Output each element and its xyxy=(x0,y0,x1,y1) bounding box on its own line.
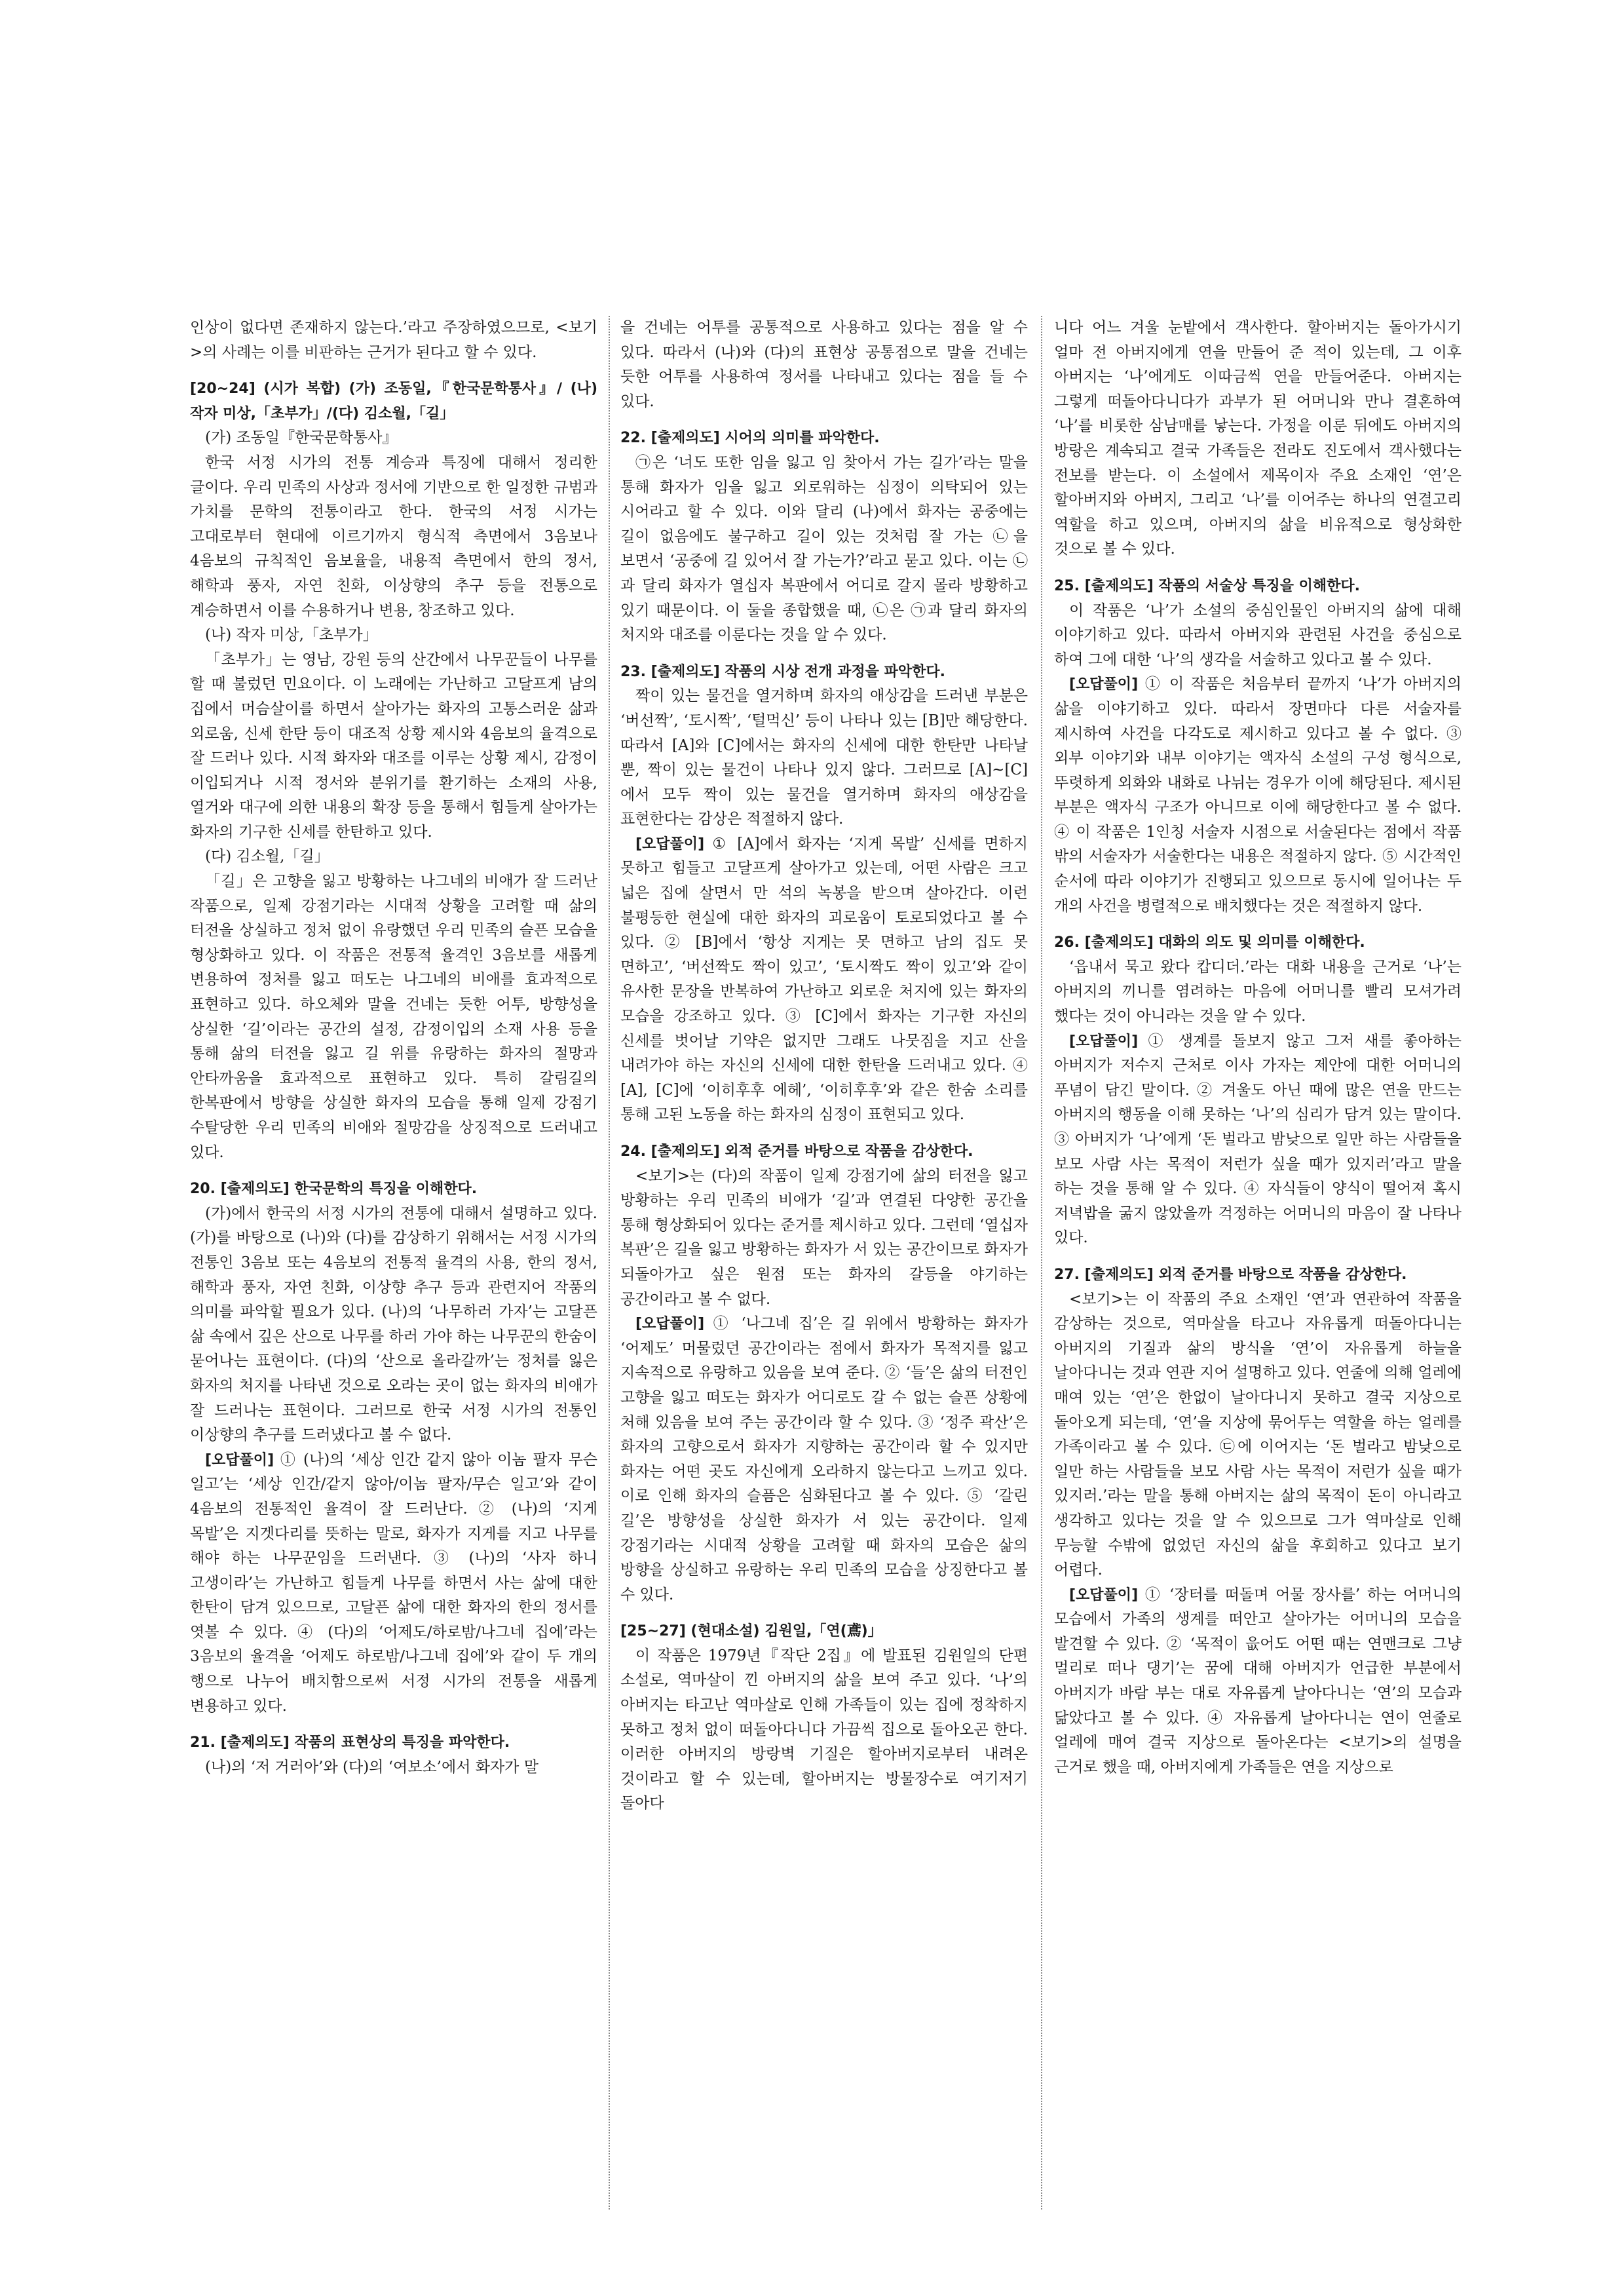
section-heading: 26. [출제의도] 대화의 의도 및 의미를 이해한다. xyxy=(1054,934,1365,951)
section-heading: 20. [출제의도] 한국문학의 특징을 이해한다. xyxy=(190,1181,478,1198)
body-paragraph: 「초부가」는 영남, 강원 등의 산간에서 나무꾼들이 나무를 할 때 불렀던 민요이다. 이 노래에는 가난하고 고달프게 남의 집에서 머슴살이를 하면서 살아가는 화자의 고통스러운 삶과 외로움, 신세 한탄 등이 대조적 상황 제시와 4음보의 율격으로 잘 드러나 있다. 시적 화자와 대조를 이루는 상황 제시, 감정이 이입되거나 시적 정서와 분위기를 환기하는 소재의 사용, 열거와 대구에 의한 내용의 확장 등을 통해서 힘들게 살아가는 화자의 기구한 신세를 한탄하고 있다. xyxy=(190,651,597,841)
text-column-3 xyxy=(1054,316,1462,2210)
body-paragraph: 이 작품은 ‘나’가 소설의 중심인물인 아버지의 삶에 대해 이야기하고 있다. 따라서 아버지와 관련된 사건을 중심으로 하여 그에 대한 ‘나’의 생각을 서술하고 있다고 볼 수 있다. xyxy=(1054,602,1462,668)
body-paragraph: 이 작품은 1979년『작단 2집』에 발표된 김원일의 단편 소설로, 역마살이 낀 아버지의 삶을 보여 주고 있다. ‘나’의 아버지는 타고난 역마살로 인해 가족들이 있는 집에 정착하지 못하고 정처 없이 떠돌아다니다 가끔씩 집으로 돌아오곤 한다. 이러한 아버지의 방랑벽 기질은 할아버지로부터 내려온 것이라고 할 수 있는데, 할아버지는 방물장수로 여기저기 돌아다 xyxy=(620,1647,1028,1812)
explanation-text: ① ‘장터를 떠돌며 어물 장사를’ 하는 어머니의 모습에서 가족의 생계를 떠안고 살아가는 어머니의 모습을 발견할 수 있다. ② ‘목적이 읎어도 어떤 때는 연맨크로 그냥 멀리로 떠나 댕기’는 꿈에 대해 아버지가 언급한 부분에서 아버지가 바람 부는 대로 자유롭게 날아다니는 ‘연’의 모습과 닮았다고 볼 수 있다. ④ 자유롭게 날아다니는 연이 연줄로 얼레에 매여 결국 지상으로 돌아온다는 <보기>의 설명을 근거로 했을 때, 아버지에게 가족들은 연을 지상으로 xyxy=(1054,1586,1462,1776)
wrong-answer-tag: [오답풀이] xyxy=(635,835,705,852)
body-paragraph: ‘읍내서 묵고 왔다 캅디더.’라는 대화 내용을 근거로 ‘나’는 아버지의 끼니를 염려하는 마음에 어머니를 빨리 모셔가려 했다는 것이 아니라는 것을 알 수 있다. xyxy=(1054,958,1462,1025)
section-heading: [20~24] (시가 복합) (가) 조동일,『한국문학통사』/ (나) 작자 미상,「초부가」/(다) 김소월,「길」 xyxy=(190,381,597,422)
wrong-answer-explanation xyxy=(1054,672,1462,919)
text-column-1 xyxy=(190,316,597,2210)
body-paragraph: <보기>는 (다)의 작품이 일제 강점기에 삶의 터전을 잃고 방황하는 우리 민족의 비애가 ‘길’과 연결된 다양한 공간을 통해 형상화되어 있다는 준거를 제시하고 있다. 그런데 ‘열십자 복판’은 길을 잃고 방황하는 화자가 서 있는 공간이므로 화자가 되돌아가고 싶은 원점 또는 화자의 갈등을 야기하는 공간이라고 볼 수 없다. xyxy=(620,1167,1028,1308)
column-divider xyxy=(609,316,610,2210)
wrong-answer-tag: [오답풀이] xyxy=(1069,676,1139,693)
work-subheading: (가) 조동일『한국문학통사』 xyxy=(205,429,398,447)
body-paragraph: 니다 어느 겨울 눈밭에서 객사한다. 할아버지는 돌아가시기 얼마 전 아버지에게 연을 만들어 준 적이 있는데, 그 이후 아버지는 ‘나’에게도 이따금씩 연을 만들어준다. 아버지는 그렇게 떠돌아다니다가 과부가 된 어머니와 만나 결혼하여 ‘나’를 비롯한 삼남매를 낳는다. 가정을 이룬 뒤에도 아버지의 방랑은 계속되고 결국 가족들은 전라도 진도에서 객사했다는 전보를 받는다. 이 소설에서 제목이자 주요 소재인 ‘연’은 할아버지와 아버지, 그리고 ‘나’를 이어주는 하나의 연결고리 역할을 하고 있으며, 아버지의 삶을 비유적으로 형상화한 것으로 볼 수 있다. xyxy=(1054,319,1462,558)
wrong-answer-tag: [오답풀이] xyxy=(635,1316,705,1333)
body-paragraph: 을 건네는 어투를 공통적으로 사용하고 있다는 점을 알 수 있다. 따라서 (나)와 (다)의 표현상 공통점으로 말을 건네는 듯한 어투를 사용하여 정서를 나타내고 있다는 점을 들 수 있다. xyxy=(620,319,1028,410)
wrong-answer-tag: [오답풀이] xyxy=(1069,1586,1139,1603)
section-heading: 23. [출제의도] 작품의 시상 전개 과정을 파악한다. xyxy=(620,663,945,680)
section-heading: 27. [출제의도] 외적 준거를 바탕으로 작품을 감상한다. xyxy=(1054,1266,1407,1283)
body-paragraph: (가)에서 한국의 서정 시가의 전통에 대해서 설명하고 있다. (가)를 바탕으로 (나)와 (다)를 감상하기 위해서는 서정 시가의 전통인 3음보 또는 4음보의 전통적 율격의 사용, 한의 정서, 해학과 풍자, 자연 친화, 이상향 추구 등과 관련지어 작품의 의미를 파악할 필요가 있다. (나)의 ‘나무하러 가자’는 고달픈 삶 속에서 깊은 산으로 나무를 하러 가야 하는 나무꾼의 한숨이 묻어나는 표현이다. (다)의 ‘산으로 올라갈까’는 정처를 잃은 화자의 처지를 나타낸 것으로 오라는 곳이 없는 화자의 비애가 잘 드러나는 표현이다. 그러므로 한국 서정 시가의 전통인 이상향의 추구를 드러냈다고 볼 수 없다. xyxy=(190,1204,597,1444)
body-paragraph: <보기>는 이 작품의 주요 소재인 ‘연’과 연관하여 작품을 감상하는 것으로, 역마살을 타고나 자유롭게 떠돌아다니는 아버지의 기질과 삶의 방식을 ‘연’이 자유롭게 하늘을 날아다니는 것과 연관 지어 설명하고 있다. 연줄에 의해 얼레에 매여 있는 ‘연’은 한없이 날아다니지 못하고 결국 지상으로 돌아오게 되는데, ‘연’을 지상에 묶어두는 역할을 하는 얼레를 가족이라고 볼 수 있다. ㉢에 이어지는 ‘돈 벌라고 밤낮으로 일만 하는 사람들을 보모 사람 사는 목적이 저런가 싶을 때가 있지러.’라는 말을 통해 아버지는 삶의 목적이 돈이 아니라고 생각하고 있다는 것을 알 수 있으므로 그가 역마살로 인해 무능할 수밖에 없었던 자신의 삶을 후회하고 있다고 보기 어렵다. xyxy=(1054,1290,1462,1579)
section-heading: 25. [출제의도] 작품의 서술상 특징을 이해한다. xyxy=(1054,577,1361,594)
work-subheading: (나) 작자 미상,「초부가」 xyxy=(205,626,378,644)
explanation-text: ① 이 작품은 처음부터 끝까지 ‘나’가 아버지의 삶을 이야기하고 있다. 따라서 장면마다 다른 서술자를 제시하여 사건을 다각도로 제시하고 있다고 볼 수 없다. ③ 외부 이야기와 내부 이야기는 액자식 소설의 구성 형식으로, 뚜렷하게 외화와 내화로 나뉘는 경우가 이에 해당된다. 제시된 부분은 액자식 구조가 아니므로 이에 해당한다고 볼 수 없다. ④ 이 작품은 1인칭 서술자 시점으로 서술된다는 점에서 작품 밖의 서술자가 서술한다는 내용은 적절하지 않다. ⑤ 시간적인 순서에 따라 이야기가 진행되고 있으므로 동시에 일어나는 두 개의 사건을 병렬적으로 배치했다는 것은 적절하지 않다. xyxy=(1054,676,1462,915)
body-paragraph: ㉠은 ‘너도 또한 임을 잃고 임 찾아서 가는 길가’라는 말을 통해 화자가 임을 잃고 외로워하는 심정이 의탁되어 있는 시어라고 할 수 있다. 이와 달리 (나)에서 화자는 공중에는 길이 없음에도 불구하고 길이 있는 것처럼 잘 가는 ㉡을 보면서 ‘공중에 길 있어서 잘 가는가?’라고 묻고 있다. 이는 ㉡과 달리 화자가 열십자 복판에서 어디로 갈지 몰라 방황하고 있기 때문이다. 이 둘을 종합했을 때, ㉡은 ㉠과 달리 화자의 처지와 대조를 이룬다는 것을 알 수 있다. xyxy=(620,453,1028,644)
column-divider xyxy=(1041,316,1042,2210)
section-heading: [25~27] (현대소설) 김원일,「연(鳶)」 xyxy=(620,1623,882,1640)
explanation-text: ① 생계를 돌보지 않고 그저 새를 좋아하는 아버지가 저수지 근처로 이사 가자는 제안에 대한 어머니의 푸념이 담긴 말이다. ② 겨울도 아닌 때에 많은 연을 만드는 아버지의 행동을 이해 못하는 ‘나’의 심리가 담겨 있는 말이다. ③ 아버지가 ‘나’에게 ‘돈 벌라고 밤낮으로 일만 하는 사람들을 보모 사람 사는 목적이 저런가 싶을 때가 있지러’라고 말을 하는 것을 통해 알 수 있다. ④ 자식들이 양식이 떨어져 혹시 저녁밥을 굶지 않았을까 걱정하는 어머니의 마음이 잘 나타나 있다. xyxy=(1054,1032,1462,1247)
body-paragraph: 짝이 있는 물건을 열거하며 화자의 애상감을 드러낸 부분은 ‘버선짝’, ‘토시짝’, ‘털먹신’ 등이 나타나 있는 [B]만 해당한다. 따라서 [A]와 [C]에서는 화자의 신세에 대한 한탄만 나타날 뿐, 짝이 있는 물건이 나타나 있지 않다. 그러므로 [A]~[C]에서 모두 짝이 있는 물건을 열거하며 화자의 애상감을 표현한다는 감상은 적절하지 않다. xyxy=(620,687,1028,828)
explanation-text: ① (나)의 ‘세상 인간 같지 않아 이놈 팔자 무슨 일고’는 ‘세상 인간/같지 않아/이놈 팔자/무슨 일고’와 같이 4음보의 전통적인 율격이 잘 드러난다. ② (나)의 ‘지게 목발’은 지겟다리를 뜻하는 말로, 화자가 지게를 지고 나무를 해야 하는 나무꾼임을 드러낸다. ③ (나)의 ‘사자 하니 고생이라’는 가난하고 힘들게 나무를 하면서 사는 삶에 대한 한탄이 담겨 있으므로, 고달픈 삶에 대한 화자의 한의 정서를 엿볼 수 있다. ④ (다)의 ‘어제도/하로밤/나그네 집에’라는 3음보의 율격을 ‘어제도 하로밤/나그네 집에’와 같이 두 개의 행으로 나누어 배치함으로써 서정 시가의 전통을 새롭게 변용하고 있다. xyxy=(190,1451,597,1715)
wrong-answer-explanation xyxy=(620,832,1028,1128)
section-heading: 24. [출제의도] 외적 준거를 바탕으로 작품을 감상한다. xyxy=(620,1143,973,1160)
section-heading: 22. [출제의도] 시어의 의미를 파악한다. xyxy=(620,430,880,447)
explanation-text: ① ‘나그네 집’은 길 위에서 방황하는 화자가 ‘어제도’ 머물렀던 공간이라는 점에서 화자가 목적지를 잃고 지속적으로 유랑하고 있음을 보여 준다. ② ‘들’은 삶의 터전인 고향을 잃고 떠도는 화자가 어디로도 갈 수 없는 슬픈 상황에 처해 있음을 보여 주는 공간이라 할 수 있다. ③ ‘정주 곽산’은 화자의 고향으로서 화자가 지향하는 공간이라 할 수 있지만 화자는 어떤 곳도 자신에게 오라하지 않는다고 느끼고 있다. 이로 인해 화자의 슬픔은 심화된다고 볼 수 있다. ⑤ ‘갈린 길’은 방향성을 상실한 화자가 서 있는 공간이다. 일제 강점기라는 시대적 상황을 고려할 때 화자의 모습은 삶의 방향을 상실하고 유랑하는 우리 민족의 모습을 상징한다고 볼 수 있다. xyxy=(620,1315,1028,1603)
explanation-text: ① [A]에서 화자는 ‘지게 목발’ 신세를 면하지 못하고 힘들고 고달프게 살아가고 있는데, 어떤 사람은 크고 넓은 집에 살면서 만 석의 녹봉을 받으며 살아간다. 이런 불평등한 현실에 대한 화자의 괴로움이 토로되었다고 볼 수 있다. ② [B]에서 ‘항상 지게는 못 면하고 남의 집도 못 면하고’, ‘버선짝도 짝이 있고’, ‘토시짝도 짝이 있고’와 같이 유사한 문장을 반복하여 가난하고 외로운 처지에 있는 화자의 모습을 강조하고 있다. ③ [C]에서 화자는 기구한 자신의 신세를 벗어날 기약은 없지만 그래도 나뭇짐을 지고 산을 내려가야 하는 자신의 신세에 대한 한탄을 드러내고 있다. ④ [A], [C]에 ‘이히후후 에헤’, ‘이히후후’와 같은 한숨 소리를 통해 고된 노동을 하는 화자의 심정이 표현되고 있다. xyxy=(620,835,1028,1124)
wrong-answer-explanation xyxy=(190,1448,597,1719)
body-paragraph: 인상이 없다면 존재하지 않는다.’라고 주장하였으므로, <보기>의 사례는 이를 비판하는 근거가 된다고 할 수 있다. xyxy=(190,319,597,361)
wrong-answer-explanation xyxy=(1054,1583,1462,1780)
body-paragraph: 「길」은 고향을 잃고 방황하는 나그네의 비애가 잘 드러난 작품으로, 일제 강점기라는 시대적 상황을 고려할 때 삶의 터전을 상실하고 정처 없이 유랑했던 우리 민족의 슬픈 모습을 형상화하고 있다. 이 작품은 전통적 율격인 3음보를 새롭게 변용하여 정처를 잃고 떠도는 나그네의 비애를 효과적으로 표현하고 있다. 하오체와 말을 건네는 듯한 어투, 방향성을 상실한 ‘길’이라는 공간의 설정, 감정이입의 소재 사용 등을 통해 삶의 터전을 잃고 길 위를 유랑하는 화자의 절망과 안타까움을 효과적으로 표현하고 있다. 특히 갈림길의 한복판에서 방향을 상실한 화자의 모습을 통해 일제 강점기 수탈당한 우리 민족의 비애와 절망감을 상징적으로 드러내고 있다. xyxy=(190,873,597,1161)
body-paragraph: (나)의 ‘저 거러아’와 (다)의 ‘여보소’에서 화자가 말 xyxy=(205,1758,538,1776)
wrong-answer-explanation xyxy=(1054,1029,1462,1251)
section-heading: 21. [출제의도] 작품의 표현상의 특징을 파악한다. xyxy=(190,1734,510,1751)
body-paragraph: 한국 서정 시가의 전통 계승과 특징에 대해서 정리한 글이다. 우리 민족의 사상과 정서에 기반으로 한 일정한 규범과 가치를 문학의 전통이라고 한다. 한국의 서정 시가는 고대로부터 현대에 이르기까지 형식적 측면에서 3음보나 4음보의 규칙적인 음보율을, 내용적 측면에서 한의 정서, 해학과 풍자, 자연 친화, 이상향의 추구 등을 전통으로 계승하면서 이를 수용하거나 변용, 창조하고 있다. xyxy=(190,453,597,619)
work-subheading: (다) 김소월,「길」 xyxy=(205,848,330,866)
text-column-2 xyxy=(620,316,1028,2210)
wrong-answer-tag: [오답풀이] xyxy=(205,1451,274,1468)
wrong-answer-explanation xyxy=(620,1312,1028,1607)
wrong-answer-tag: [오답풀이] xyxy=(1069,1033,1139,1050)
